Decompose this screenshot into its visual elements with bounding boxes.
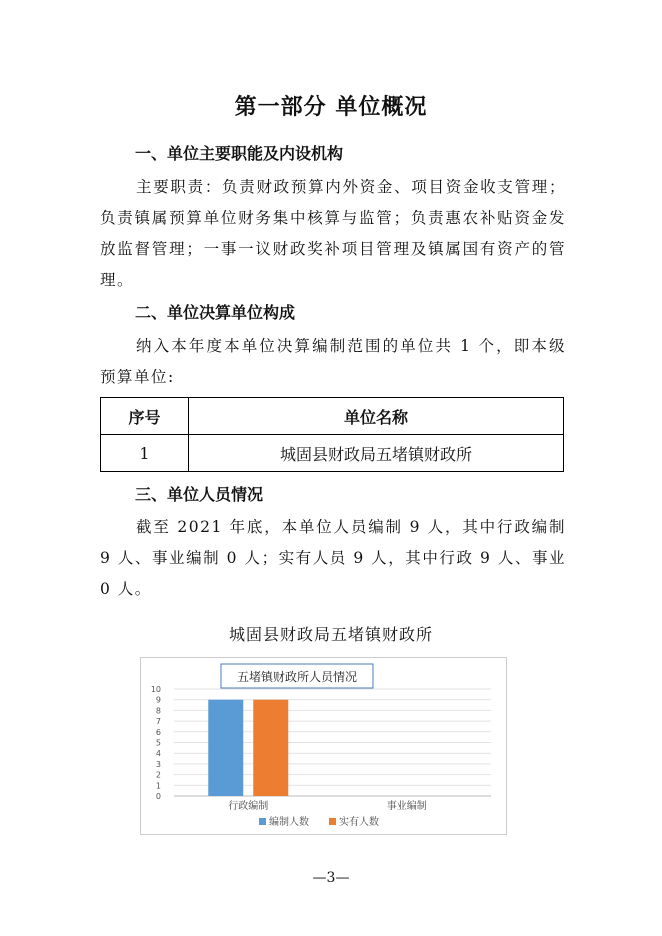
y-tick-label: 2 [155, 770, 161, 780]
section-heading-3: 三、单位人员情况 [135, 485, 264, 504]
section-text-1: 主要职责：负责财政预算内外资金、项目资金收支管理；负责镇属预算单位财务集中核算与监管；负责惠农补贴资金发放监督管理；一事一议财政奖补项目管理及镇属国有资产的管理。 [100, 178, 566, 289]
section-heading-1: 一、单位主要职能及内设机构 [135, 144, 344, 163]
y-tick-label: 7 [155, 717, 161, 727]
y-tick-label: 9 [155, 695, 161, 705]
table-row [101, 435, 564, 472]
y-tick-label: 1 [155, 781, 161, 791]
legend-label: 编制人数 [269, 817, 309, 828]
header-index: 序号 [101, 398, 189, 435]
section-text-3: 截至 2021 年底，本单位人员编制 9 人，其中行政编制 9 人、事业编制 0 人；实有人员 9 人，其中行政 9 人、事业 0 人。 [100, 518, 566, 598]
section-heading-2: 二、单位决算单位构成 [135, 303, 296, 322]
page-title: 第一部分 单位概况 [234, 95, 428, 120]
chart-title: 五堵镇财政所人员情况 [236, 670, 358, 684]
y-tick-label: 6 [155, 727, 161, 737]
unit-table [100, 397, 564, 472]
legend-label: 实有人数 [339, 817, 379, 828]
y-tick-label: 10 [150, 685, 161, 694]
y-tick-label: 8 [155, 706, 161, 716]
y-tick-label: 4 [155, 749, 161, 759]
header-unit-name: 单位名称 [189, 398, 564, 435]
table-header-row [101, 398, 564, 435]
legend-swatch [329, 818, 336, 825]
section-text-2: 纳入本年度本单位决算编制范围的单位共 1 个，即本级预算单位: [100, 337, 566, 386]
y-tick-label: 3 [155, 759, 161, 769]
chart-svg [141, 658, 506, 834]
x-tick-label: 事业编制 [386, 801, 427, 812]
staff-chart [140, 657, 507, 835]
legend-swatch [259, 818, 266, 825]
bar-实有人数 [253, 700, 288, 796]
x-tick-label: 行政编制 [228, 801, 269, 812]
y-tick-label: 5 [155, 738, 161, 748]
y-tick-label: 0 [155, 792, 161, 801]
cell-index: 1 [101, 435, 189, 472]
chart-caption: 城固县财政局五堵镇财政所 [228, 625, 433, 644]
bar-编制人数 [208, 700, 243, 796]
page-number: —3— [312, 870, 350, 886]
cell-unit-name: 城固县财政局五堵镇财政所 [189, 435, 564, 472]
